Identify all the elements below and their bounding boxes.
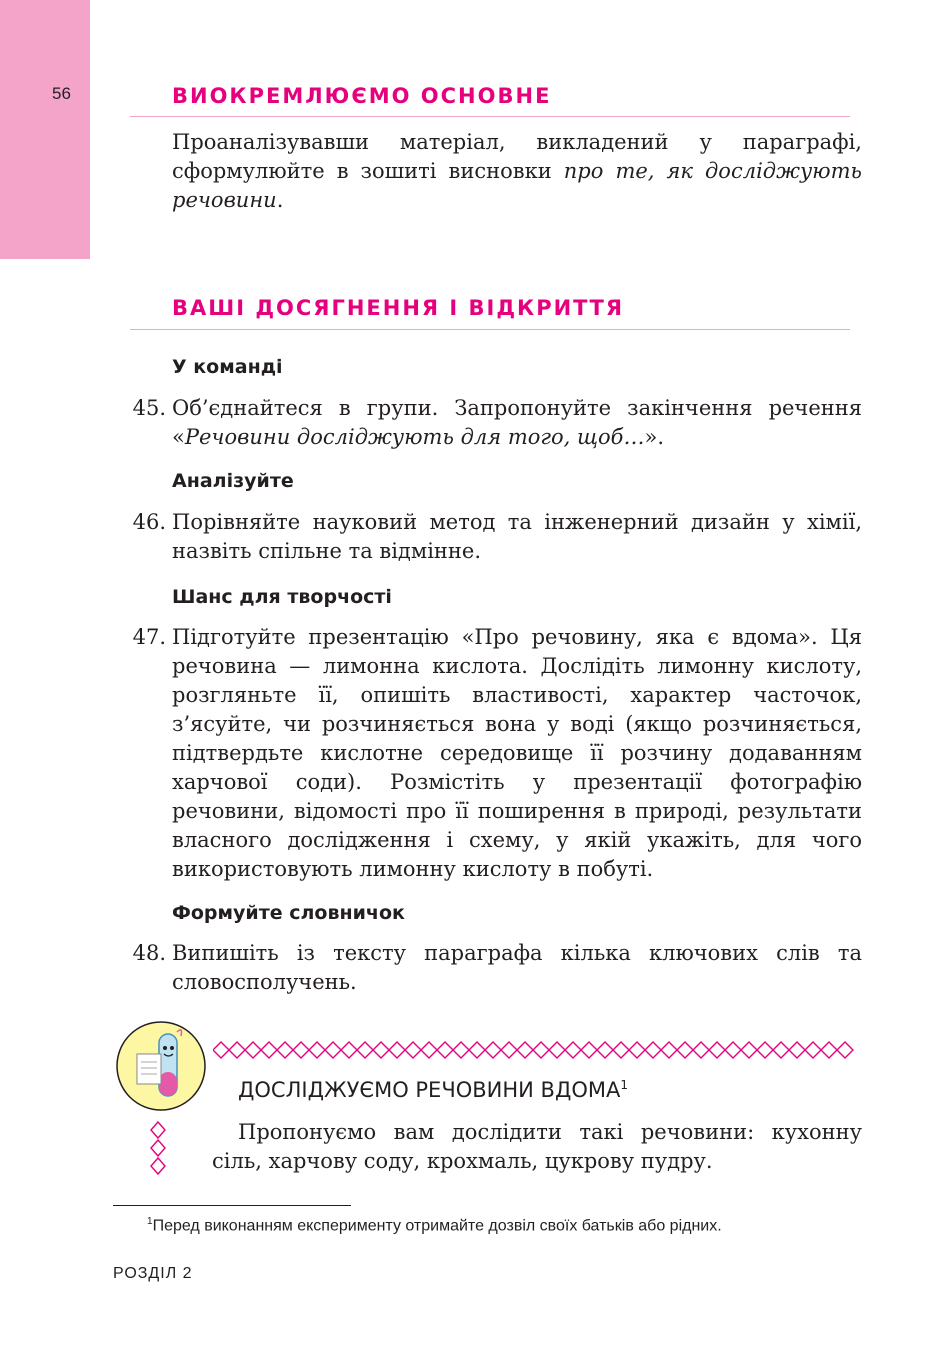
- page-number: 56: [52, 84, 71, 103]
- task-number: 47.: [132, 625, 166, 649]
- task-45: [122, 394, 862, 452]
- section-title-summary: ВИОКРЕМЛЮЄМО ОСНОВНЕ: [172, 84, 552, 108]
- section-rule: [130, 329, 850, 330]
- task-text: Порівняйте науковий метод та інженерний дизайн у хімії, назвіть спільне та відмінне.: [172, 510, 862, 563]
- subheading-glossary: Формуйте словничок: [172, 902, 405, 924]
- task-47: [122, 623, 862, 884]
- subheading-team: У команді: [172, 356, 283, 378]
- section-title-achievements: ВАШІ ДОСЯГНЕННЯ І ВІДКРИТТЯ: [172, 296, 624, 320]
- task-number: 45.: [132, 396, 166, 420]
- task-text: Підготуйте презентацію «Про речовину, яка є вдома». Ця речовина — лимонна кислота. Дослідіть лимонну кислоту, розгляньте її, опишіть властивості, характер часточок, з’ясуйте, чи розчиняється вона у воді (якщо розчиняється, підтвердьте кислотне середовище її розчину додаванням харчової соди). Розмістіть у презентації фотографію речовини, відомості про її поширення в природі, результати власного дослідження і схему, у якій укажіть, для чого використовують лимонну кислоту в побуті.: [172, 625, 862, 881]
- diamond-divider: [213, 1040, 863, 1060]
- home-research-title: ДОСЛІДЖУЄМО РЕЧОВИНИ ВДОМА$^1$: [238, 1078, 629, 1102]
- task-text: Випишіть із тексту параграфа кілька ключових слів та словосполучень.: [172, 941, 862, 994]
- task-48: [122, 939, 862, 997]
- task-46: [122, 508, 862, 566]
- task-number: 46.: [132, 510, 166, 534]
- section-rule: [130, 116, 850, 117]
- test-tube-mascot-icon: [115, 1020, 207, 1112]
- task-text: Об’єднайтеся в групи. Запропонуйте закінчення речення «Речовини досліджують для того, щоб…».: [172, 396, 862, 449]
- task-number: 48.: [132, 941, 166, 965]
- diamond-column-decoration: [148, 1120, 168, 1176]
- home-research-text: Пропонуємо вам дослідити такі речовини: кухонну сіль, харчову соду, крохмаль, цукрову пудру.: [212, 1120, 862, 1173]
- subheading-creativity: Шанс для творчості: [172, 586, 392, 608]
- subheading-analyze: Аналізуйте: [172, 470, 294, 492]
- footnote-rule: [113, 1205, 351, 1206]
- footnote: $^1$Перед виконанням експерименту отримайте дозвіл своїх батьків або рідних.: [147, 1216, 722, 1235]
- summary-paragraph: Проаналізувавши матеріал, викладений у параграфі, сформулюйте в зошиті висновки про те, як досліджують речовини.: [172, 130, 862, 212]
- side-tab: [0, 0, 90, 259]
- chapter-label: РОЗДІЛ 2: [113, 1265, 193, 1282]
